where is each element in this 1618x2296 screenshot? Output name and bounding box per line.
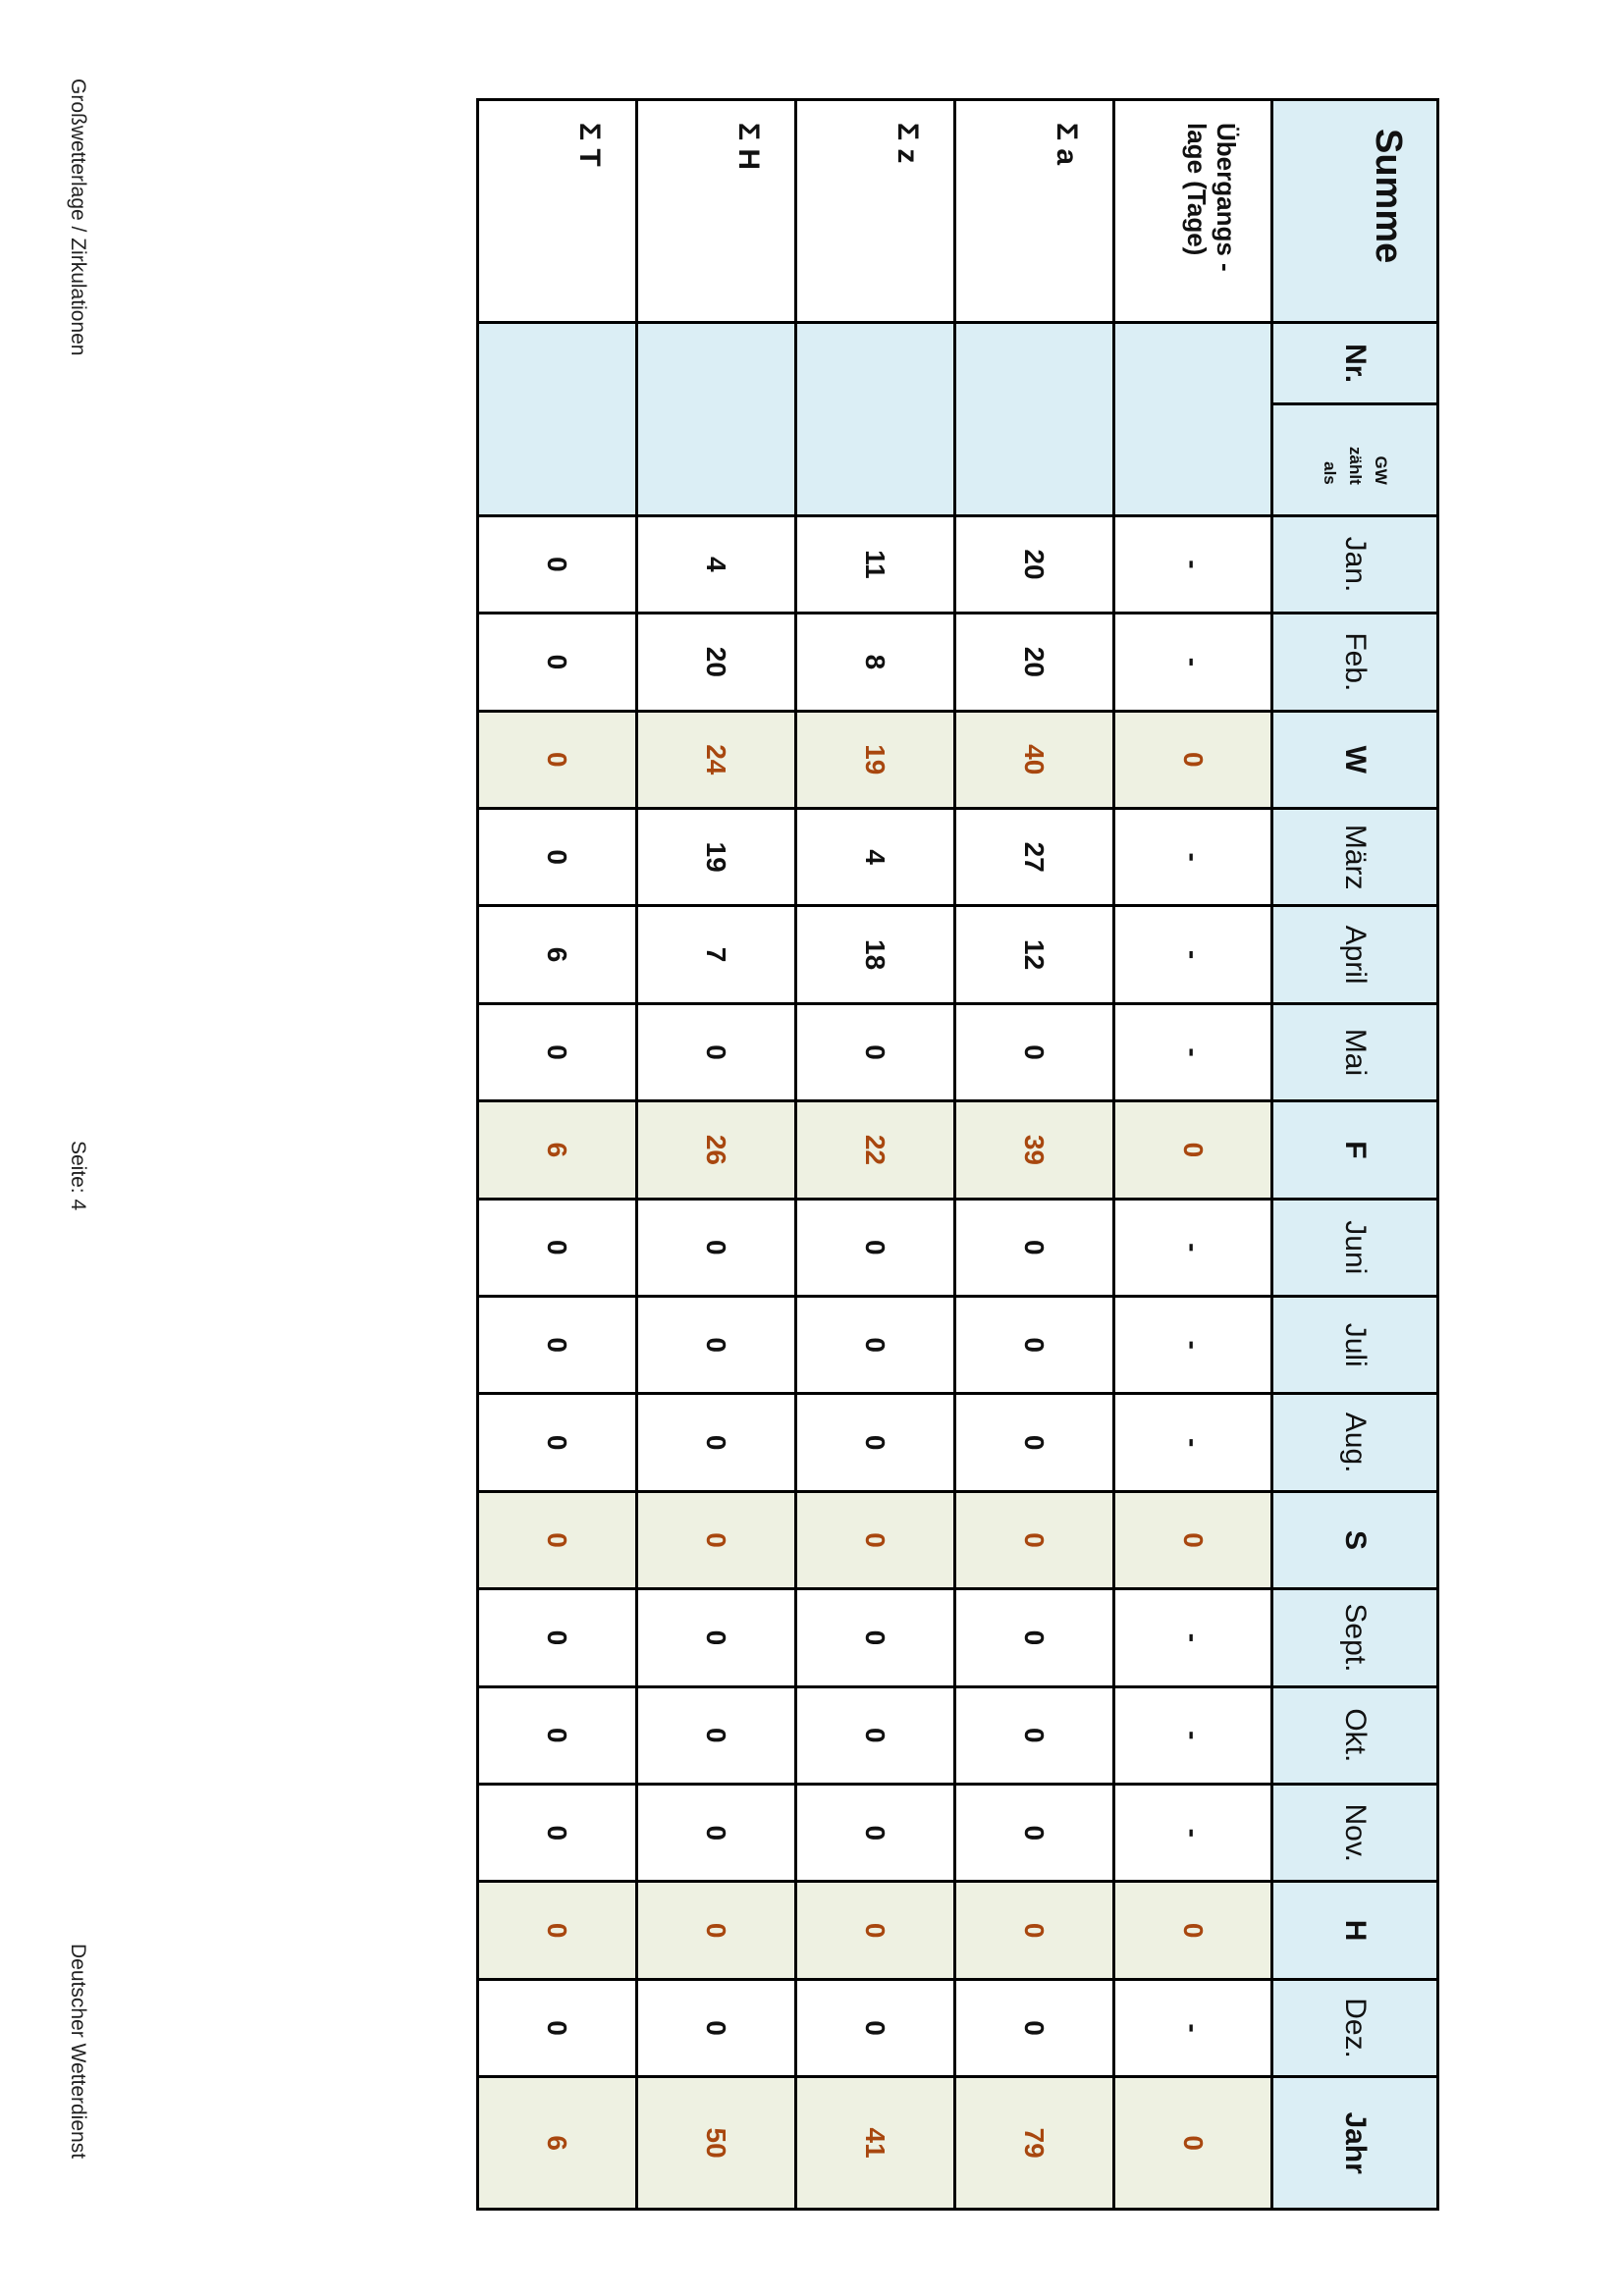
column-header-14: H bbox=[1272, 1882, 1438, 1979]
column-header-11: Sept. bbox=[1272, 1589, 1438, 1686]
table-row bbox=[478, 100, 637, 2210]
table-cell: - bbox=[1114, 1394, 1272, 1491]
table-cell: 0 bbox=[637, 1882, 796, 1979]
table-cell: 12 bbox=[955, 906, 1114, 1003]
table-cell: 0 bbox=[637, 1003, 796, 1100]
column-header-8: Juli bbox=[1272, 1297, 1438, 1394]
column-header-3: März bbox=[1272, 808, 1438, 905]
table-cell: 4 bbox=[796, 808, 955, 905]
table-cell: 0 bbox=[1114, 1882, 1272, 1979]
table-cell: 20 bbox=[955, 515, 1114, 613]
table-cell: 0 bbox=[796, 1589, 955, 1686]
table-cell: 6 bbox=[478, 1101, 637, 1199]
table-cell: 0 bbox=[637, 1785, 796, 1882]
summary-table bbox=[476, 98, 1439, 2211]
table-body bbox=[478, 100, 1272, 2210]
table-row bbox=[637, 100, 796, 2210]
table-cell: 0 bbox=[796, 1491, 955, 1588]
table-cell: 0 bbox=[955, 1589, 1114, 1686]
row-label: Σ T bbox=[478, 100, 637, 323]
table-cell: 0 bbox=[637, 1394, 796, 1491]
table-cell: 0 bbox=[637, 1199, 796, 1296]
column-header-1: Feb. bbox=[1272, 614, 1438, 711]
table-cell: 0 bbox=[955, 1491, 1114, 1588]
table-cell: 0 bbox=[796, 1394, 955, 1491]
nr-cell bbox=[796, 322, 955, 515]
column-header-15: Dez. bbox=[1272, 1979, 1438, 2076]
table-cell: 0 bbox=[796, 1882, 955, 1979]
table-cell: - bbox=[1114, 1589, 1272, 1686]
row-label: Σ H bbox=[637, 100, 796, 323]
column-header-10: S bbox=[1272, 1491, 1438, 1588]
gw-line: GW bbox=[1372, 455, 1390, 485]
table-cell: - bbox=[1114, 1003, 1272, 1100]
table-cell: 0 bbox=[1114, 2077, 1272, 2210]
table-cell: 6 bbox=[478, 2077, 637, 2210]
table-cell: - bbox=[1114, 614, 1272, 711]
table-cell: 0 bbox=[955, 1882, 1114, 1979]
table-row bbox=[796, 100, 955, 2210]
table-cell: 0 bbox=[637, 1979, 796, 2076]
table-cell: 0 bbox=[637, 1491, 796, 1588]
table-cell: 0 bbox=[796, 1003, 955, 1100]
table-cell: 7 bbox=[637, 906, 796, 1003]
table-cell: - bbox=[1114, 808, 1272, 905]
table-cell: 19 bbox=[637, 808, 796, 905]
table-cell: 0 bbox=[478, 1979, 637, 2076]
table-cell: 79 bbox=[955, 2077, 1114, 2210]
nr-label: Nr. bbox=[1273, 324, 1436, 405]
column-header-9: Aug. bbox=[1272, 1394, 1438, 1491]
nr-cell bbox=[478, 322, 637, 515]
table-cell: 0 bbox=[478, 1491, 637, 1588]
table-cell: 0 bbox=[478, 515, 637, 613]
nr-cell bbox=[955, 322, 1114, 515]
table-cell: - bbox=[1114, 1979, 1272, 2076]
column-header-16: Jahr bbox=[1272, 2077, 1438, 2210]
column-header-6: F bbox=[1272, 1101, 1438, 1199]
table-cell: 0 bbox=[478, 614, 637, 711]
table-cell: 0 bbox=[478, 1686, 637, 1784]
nr-header-cell bbox=[1272, 322, 1438, 515]
table-cell: - bbox=[1114, 1297, 1272, 1394]
table-cell: 0 bbox=[478, 711, 637, 808]
table-cell: 4 bbox=[637, 515, 796, 613]
table-cell: - bbox=[1114, 515, 1272, 613]
table-cell: - bbox=[1114, 906, 1272, 1003]
gw-counts-as-label bbox=[1273, 405, 1436, 513]
column-header-12: Okt. bbox=[1272, 1686, 1438, 1784]
table-cell: 24 bbox=[637, 711, 796, 808]
table-cell: 0 bbox=[478, 808, 637, 905]
row-label: Σ a bbox=[955, 100, 1114, 323]
table-cell: 41 bbox=[796, 2077, 955, 2210]
table-cell: 0 bbox=[478, 1589, 637, 1686]
table-cell: 0 bbox=[478, 1785, 637, 1882]
table-cell: 0 bbox=[637, 1589, 796, 1686]
footer-right-text: Deutscher Wetterdienst bbox=[67, 1944, 89, 2160]
table-cell: 0 bbox=[955, 1686, 1114, 1784]
column-header-0: Jan. bbox=[1272, 515, 1438, 613]
column-header-5: Mai bbox=[1272, 1003, 1438, 1100]
table-cell: 0 bbox=[796, 1785, 955, 1882]
table-cell: 50 bbox=[637, 2077, 796, 2210]
row-label: Σ z bbox=[796, 100, 955, 323]
column-header-7: Juni bbox=[1272, 1199, 1438, 1296]
table-cell: 8 bbox=[796, 614, 955, 711]
table-cell: 0 bbox=[796, 1979, 955, 2076]
table-cell: 0 bbox=[955, 1785, 1114, 1882]
table-cell: 0 bbox=[955, 1394, 1114, 1491]
table-row bbox=[955, 100, 1114, 2210]
table-cell: 0 bbox=[1114, 711, 1272, 808]
row-label: Übergangs - lage (Tage) bbox=[1114, 100, 1272, 323]
table-cell: 0 bbox=[955, 1199, 1114, 1296]
table-title-cell bbox=[1272, 100, 1438, 323]
table-cell: 0 bbox=[478, 1199, 637, 1296]
table-cell: 0 bbox=[478, 1882, 637, 1979]
table-title: Summe bbox=[1368, 129, 1409, 264]
table-cell: 0 bbox=[796, 1297, 955, 1394]
table-cell: 0 bbox=[1114, 1491, 1272, 1588]
table-cell: 18 bbox=[796, 906, 955, 1003]
table-cell: 6 bbox=[478, 906, 637, 1003]
table-cell: - bbox=[1114, 1199, 1272, 1296]
column-header-2: W bbox=[1272, 711, 1438, 808]
table-cell: 40 bbox=[955, 711, 1114, 808]
table-cell: 0 bbox=[478, 1297, 637, 1394]
table-cell: 19 bbox=[796, 711, 955, 808]
table-cell: 20 bbox=[637, 614, 796, 711]
table-cell: 0 bbox=[637, 1297, 796, 1394]
table-cell: - bbox=[1114, 1686, 1272, 1784]
header-row bbox=[1272, 100, 1438, 2210]
page-number: Seite: 4 bbox=[67, 1141, 89, 1211]
table-cell: 26 bbox=[637, 1101, 796, 1199]
gw-line: zählt bbox=[1346, 447, 1365, 485]
table-cell: 20 bbox=[955, 614, 1114, 711]
summary-table-container bbox=[477, 98, 1439, 2211]
nr-cell bbox=[637, 322, 796, 515]
column-header-4: April bbox=[1272, 906, 1438, 1003]
table-cell: 11 bbox=[796, 515, 955, 613]
nr-cell bbox=[1114, 322, 1272, 515]
table-cell: 0 bbox=[955, 1003, 1114, 1100]
table-cell: 0 bbox=[955, 1297, 1114, 1394]
table-cell: 0 bbox=[1114, 1101, 1272, 1199]
table-cell: 0 bbox=[796, 1199, 955, 1296]
table-cell: 22 bbox=[796, 1101, 955, 1199]
table-cell: 0 bbox=[955, 1979, 1114, 2076]
table-cell: 0 bbox=[478, 1394, 637, 1491]
table-cell: 39 bbox=[955, 1101, 1114, 1199]
gw-line: als bbox=[1321, 461, 1339, 485]
table-cell: - bbox=[1114, 1785, 1272, 1882]
table-cell: 0 bbox=[637, 1686, 796, 1784]
table-row bbox=[1114, 100, 1272, 2210]
table-cell: 0 bbox=[796, 1686, 955, 1784]
column-header-13: Nov. bbox=[1272, 1785, 1438, 1882]
footer-left-text: Großwetterlage / Zirkulationen bbox=[67, 79, 89, 356]
table-cell: 27 bbox=[955, 808, 1114, 905]
table-cell: 0 bbox=[478, 1003, 637, 1100]
